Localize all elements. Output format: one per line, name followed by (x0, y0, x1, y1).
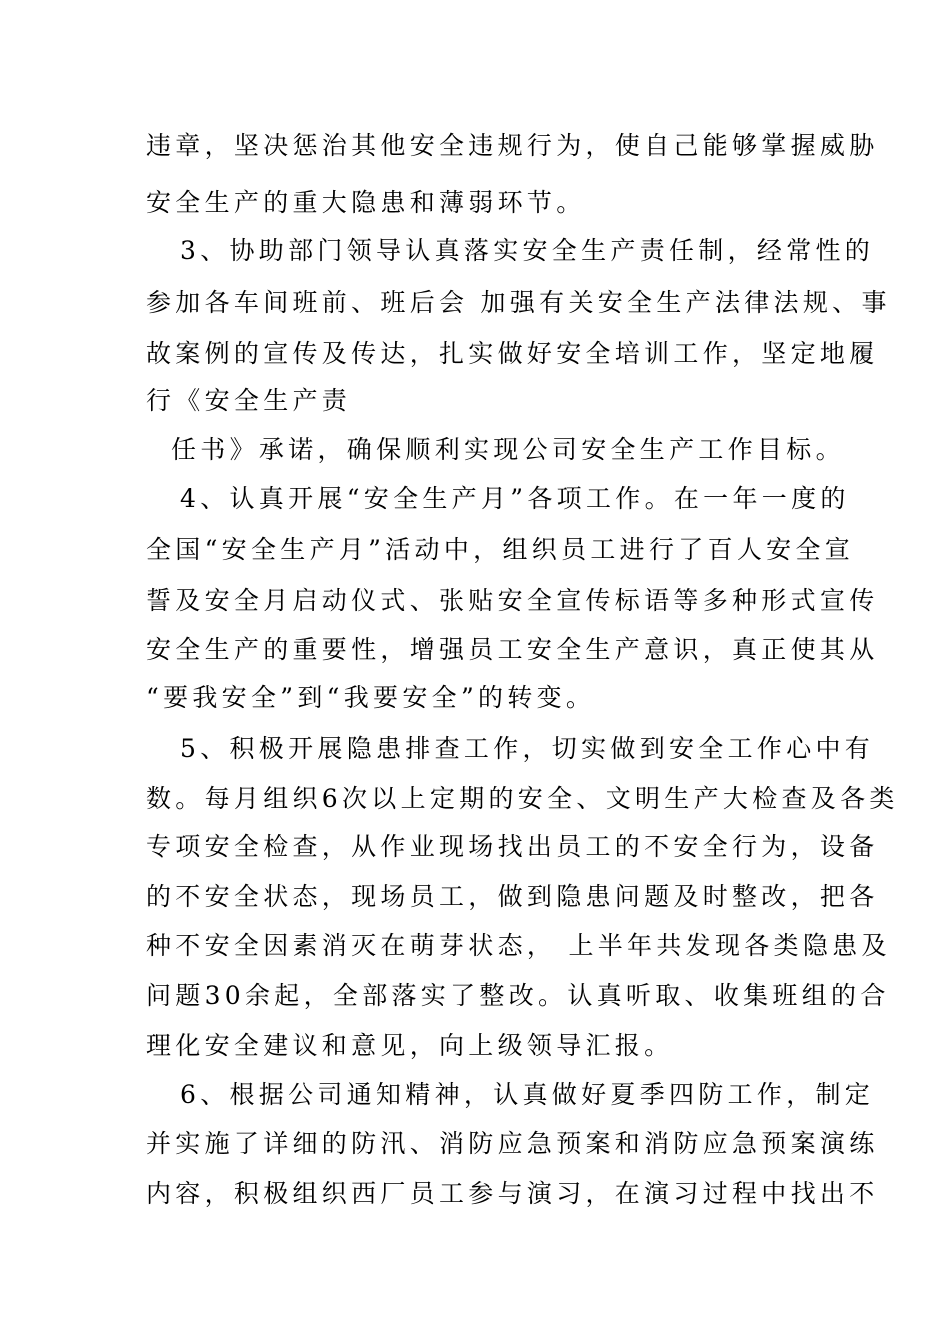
paragraph-line: 行《安全生产责 (146, 386, 352, 415)
paragraph-line: 问题30余起，全部落实了整改。认真听取、收集班组的合 (146, 981, 890, 1010)
paragraph-line: 全国“安全生产月”活动中，组织员工进行了百人安全宣 (146, 535, 855, 564)
paragraph-line: 6、根据公司通知精神，认真做好夏季四防工作，制定 (180, 1080, 875, 1109)
paragraph-line: 故案例的宣传及传达，扎实做好安全培训工作，坚定地履 (146, 339, 879, 368)
paragraph-line: 违章，坚决惩治其他安全违规行为，使自己能够掌握威胁 (146, 131, 879, 160)
paragraph-line: 内容，积极组织西厂员工参与演习，在演习过程中找出不 (146, 1179, 879, 1208)
paragraph-line: 种不安全因素消灭在萌芽状态， 上半年共发现各类隐患及 (146, 931, 891, 960)
paragraph-line: 并实施了详细的防汛、消防应急预案和消防应急预案演练 (146, 1129, 879, 1158)
paragraph-line: 参加各车间班前、班后会 加强有关安全生产法律法规、事 (146, 288, 891, 317)
paragraph-line: 誓及安全月启动仪式、张贴安全宣传标语等多种形式宣传 (146, 586, 879, 615)
paragraph-line: 数。每月组织6次以上定期的安全、文明生产大检查及各类 (146, 784, 899, 813)
paragraph-line: 任书》承诺，确保顺利实现公司安全生产工作目标。 (171, 435, 845, 464)
paragraph-line: 5、积极开展隐患排查工作，切实做到安全工作心中有 (180, 734, 875, 763)
paragraph-line: 安全生产的重大隐患和薄弱环节。 (146, 188, 586, 217)
paragraph-line: 安全生产的重要性，增强员工安全生产意识，真正使其从 (146, 635, 879, 664)
paragraph-line: 理化安全建议和意见，向上级领导汇报。 (146, 1031, 674, 1060)
paragraph-line: 的不安全状态，现场员工，做到隐患问题及时整改，把各 (146, 882, 879, 911)
paragraph-line: “要我安全”到“我要安全”的转变。 (146, 683, 596, 712)
paragraph-line: 专项安全检查，从作业现场找出员工的不安全行为，设备 (146, 832, 879, 861)
paragraph-line: 4、认真开展“安全生产月”各项工作。在一年一度的 (180, 484, 850, 513)
paragraph-line: 3、协助部门领导认真落实安全生产责任制，经常性的 (180, 236, 875, 265)
